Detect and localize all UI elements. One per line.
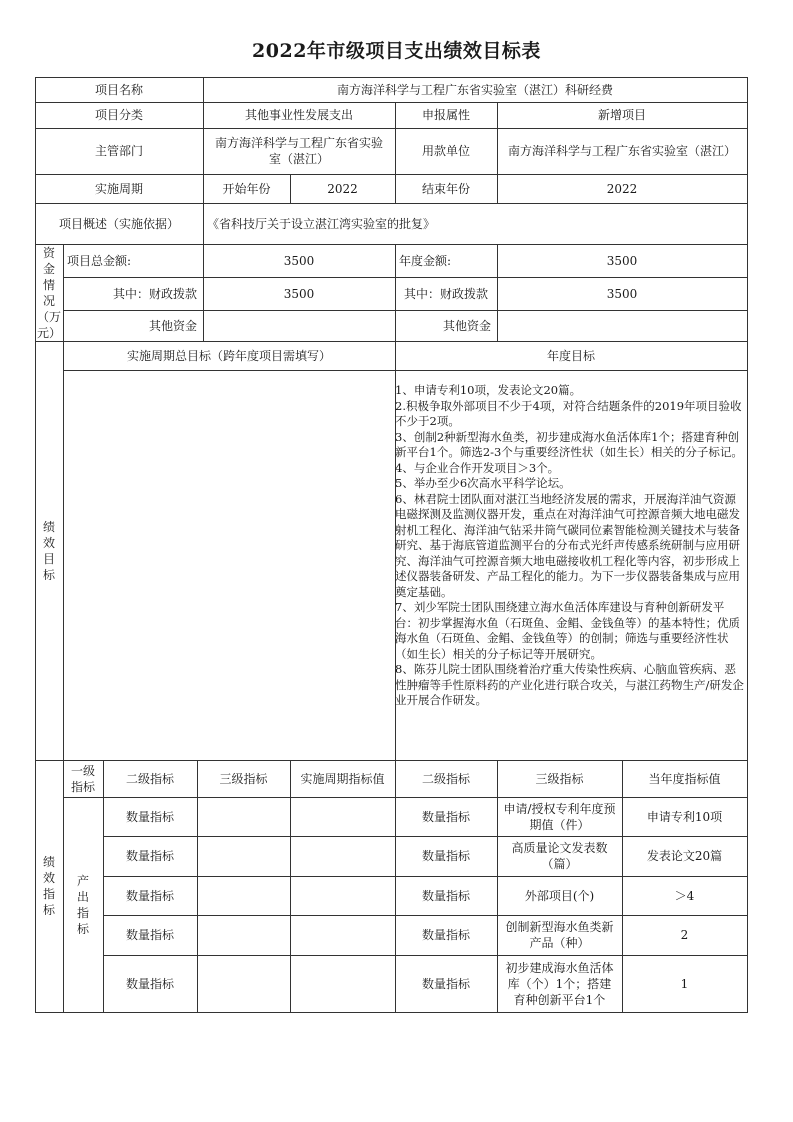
rule: [747, 77, 748, 1012]
project-name-label: 项目名称: [94, 82, 143, 97]
year-goal-item: 2.积极争取外部项目不少于4项，对符合结题条件的2019年项目验收不少于2项。: [395, 398, 742, 428]
dept-value: 南方海洋科学与工程广东省实验室（湛江）: [214, 136, 383, 166]
overview-label: 项目概述（实施依据）: [58, 216, 179, 231]
table-row-l3-year: 高质量论文发表数（篇）: [511, 841, 608, 871]
table-row-l3: [197, 876, 290, 915]
funds-section-label: 资金 情况 （万 元）: [37, 245, 62, 340]
total-amount-value: 3500: [283, 253, 315, 268]
header-level1: 一级指标: [70, 763, 95, 794]
unit-label: 用款单位: [421, 144, 470, 158]
table-row-l3-year: 创制新型海水鱼类新产品（种）: [505, 920, 614, 950]
table-row-l3: [197, 836, 290, 876]
table-row-l2: 数量指标: [125, 976, 174, 991]
fiscal-year-value: 3500: [606, 286, 638, 301]
table-row-l2: 数量指标: [125, 809, 174, 824]
year-goal-list: [395, 383, 747, 709]
table-row-l2-year: 数量指标: [421, 809, 470, 824]
project-name-value: 南方海洋科学与工程广东省实验室（湛江）科研经费: [336, 82, 613, 97]
dept-label: 主管部门: [94, 144, 143, 158]
table-row-l3: [197, 915, 290, 955]
output-indicator-label: 产 出 指 标: [76, 873, 89, 936]
table-row-l2: 数量指标: [125, 888, 174, 903]
year-goal-item: 7、刘少军院士团队围绕建立海水鱼活体库建设与育种创新研发平台：初步掌握海水鱼（石斑鱼、金鲳、金钱鱼等）的基本特性；优质海水鱼（石斑鱼、金鲳、金钱鱼等）的创制；筛选与重要经济性状（如生长）相关的分子标记等开展研究。: [395, 600, 740, 661]
attr-label: 申报属性: [421, 108, 470, 122]
table-row-l2: 数量指标: [125, 849, 174, 863]
fiscal-label: 其中：财政拨款: [112, 286, 197, 301]
table-row-l2-year: 数量指标: [421, 928, 470, 942]
table-row-l3-year: 外部项目(个): [524, 888, 595, 903]
table-row-l2-year: 数量指标: [421, 976, 470, 991]
other-funds-value: [203, 310, 395, 341]
other-funds-label: 其他资金: [148, 318, 197, 333]
year-goal-item: 4、与企业合作开发项目＞3个。: [395, 460, 560, 475]
table-row-l3: [197, 797, 290, 836]
period-label: 实施周期: [94, 181, 143, 196]
goals-section-label: 绩 效 目 标: [42, 519, 55, 582]
period-goal-header: 实施周期总目标（跨年度项目需填写）: [126, 348, 331, 363]
header-year-value: 当年度指标值: [648, 771, 721, 786]
header-period-value: 实施周期指标值: [300, 771, 385, 786]
table-row-period-value: [290, 797, 395, 836]
rule: [35, 1012, 748, 1013]
year-amount-label: 年度金额:: [399, 253, 452, 268]
indicators-section-label: 绩 效 指 标: [42, 855, 55, 917]
header-level2: 二级指标: [125, 771, 174, 786]
overview-value: 《省科技厅关于设立湛江湾实验室的批复》: [207, 216, 436, 231]
period-goal-text: [63, 370, 395, 760]
table-row-l2-year: 数量指标: [421, 888, 470, 903]
year-amount-value: 3500: [606, 253, 638, 268]
page-title: 2022年市级项目支出绩效目标表: [252, 40, 541, 62]
category-value: 其他事业性发展支出: [244, 108, 353, 122]
table-row-year-value: ＞4: [674, 888, 695, 903]
year-goal-header: 年度目标: [546, 348, 595, 363]
category-label: 项目分类: [94, 108, 143, 122]
header-level2-year: 二级指标: [421, 771, 470, 786]
total-amount-label: 项目总金额:: [67, 253, 132, 268]
start-value: 2022: [327, 181, 358, 196]
year-goal-item: 3、创制2种新型海水鱼类，初步建成海水鱼活体库1个；搭建育种创新平台1个。筛选2-3个与重要经济性状（如生长）相关的分子标记。: [395, 429, 743, 459]
table-row-l2: 数量指标: [125, 928, 174, 942]
other-funds-year-label: 其他资金: [442, 318, 491, 333]
year-goal-item: 8、陈芬儿院士团队围绕着治疗重大传染性疾病、心脑血管疾病、恶性肿瘤等手性原料药的产业化进行联合攻关，与湛江药物生产/研发企业开展合作研发。: [395, 662, 744, 707]
table-row-l3-year: 申请/授权专利年度预期值（件）: [503, 801, 616, 832]
table-row-l2-year: 数量指标: [421, 849, 470, 863]
fiscal-value: 3500: [283, 286, 315, 301]
table-row-period-value: [290, 876, 395, 915]
table-row-l3-year: 初步建成海水鱼活体库（个）1个；搭建育种创新平台1个: [505, 960, 614, 1007]
table-row-year-value: 申请专利10项: [646, 809, 723, 824]
table-row-period-value: [290, 915, 395, 955]
year-goal-item: 5、举办至少6次高水平科学论坛。: [395, 476, 571, 490]
header-level3-year: 三级指标: [535, 771, 584, 786]
table-row-period-value: [290, 836, 395, 876]
end-value: 2022: [606, 181, 638, 196]
header-level3: 三级指标: [219, 771, 268, 786]
unit-value: 南方海洋科学与工程广东省实验室（湛江）: [507, 144, 736, 158]
year-goal-item: 6、林君院士团队面对湛江当地经济发展的需求，开展海洋油气资源电磁探测及监测仪器开发，重点在对海洋油气可控源音频大地电磁发射机工程化、海洋油气钻采井筒气碳同位素智能检测关键技术与装备研究、基于海底管道监测平台的分布式光纤声传感系统研制与应用研究、海洋油气可控源音频大地电磁接收机工程化等内容，初步形成上述仪器装备研发、产品工程化的能力。为下一步仪器装备集成与应用奠定基础。: [395, 491, 740, 599]
table-row-l3: [197, 955, 290, 1012]
table-row-year-value: 2: [680, 928, 689, 942]
fiscal-year-label: 其中：财政拨款: [403, 286, 488, 301]
year-goal-item: 1、申请专利10项，发表论文20篇。: [395, 383, 582, 397]
table-row-year-value: 发表论文20篇: [646, 849, 723, 863]
table-row-year-value: 1: [680, 976, 689, 991]
start-label: 开始年份: [222, 181, 271, 196]
attr-value: 新增项目: [597, 108, 646, 122]
table-row-period-value: [290, 955, 395, 1012]
end-label: 结束年份: [421, 181, 470, 196]
other-funds-year-value: [497, 310, 747, 341]
